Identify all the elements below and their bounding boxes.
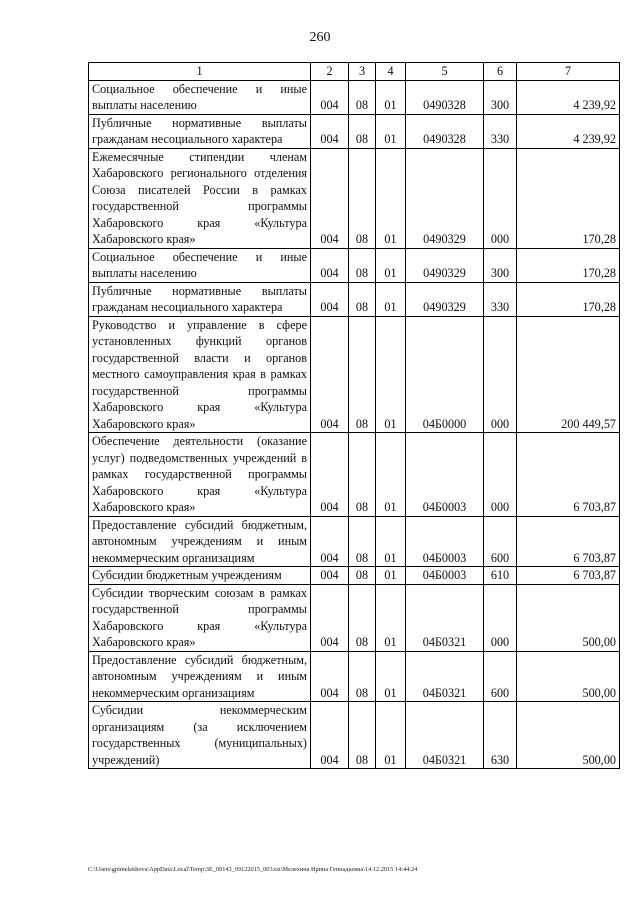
row-amount: 500,00 xyxy=(517,584,620,651)
row-code-c6: 630 xyxy=(484,702,517,769)
table-row xyxy=(89,316,620,433)
row-code-c4: 01 xyxy=(376,148,406,248)
row-code-c2: 004 xyxy=(311,114,349,148)
row-code-c4: 01 xyxy=(376,651,406,702)
row-code-c5: 0490328 xyxy=(406,80,484,114)
row-code-c4: 01 xyxy=(376,702,406,769)
row-code-c3: 08 xyxy=(349,248,376,282)
row-code-c6: 000 xyxy=(484,148,517,248)
budget-table xyxy=(88,62,620,769)
table-body xyxy=(89,80,620,769)
row-name: Руководство и управление в сфере установленных функций органов государственной власти и органов местного самоуправления края в рамках государственной программы Хабаровского края «Культура Хабаровского края» xyxy=(92,317,307,431)
row-code-c3: 08 xyxy=(349,114,376,148)
header-col-1: 1 xyxy=(89,63,311,81)
row-code-c5: 04Б0321 xyxy=(406,651,484,702)
header-col-3: 3 xyxy=(349,63,376,81)
row-name: Социальное обеспечение и иные выплаты населению xyxy=(92,249,307,280)
row-code-c5: 04Б0000 xyxy=(406,316,484,433)
row-code-c2: 004 xyxy=(311,433,349,517)
row-code-c5: 04Б0003 xyxy=(406,433,484,517)
row-code-c5: 0490329 xyxy=(406,248,484,282)
row-code-c4: 01 xyxy=(376,316,406,433)
row-code-c5: 0490329 xyxy=(406,148,484,248)
row-code-c5: 04Б0003 xyxy=(406,516,484,567)
row-amount: 170,28 xyxy=(517,248,620,282)
row-code-c2: 004 xyxy=(311,80,349,114)
header-col-4: 4 xyxy=(376,63,406,81)
row-name: Субсидии некоммерческим организациям (за исключением государственных (муниципальных) учреждений) xyxy=(92,703,307,767)
row-code-c2: 004 xyxy=(311,702,349,769)
row-name-cell xyxy=(89,584,311,651)
table-header-row xyxy=(89,63,620,81)
row-amount: 500,00 xyxy=(517,651,620,702)
row-code-c3: 08 xyxy=(349,148,376,248)
row-name: Социальное обеспечение и иные выплаты населению xyxy=(92,81,307,112)
row-code-c2: 004 xyxy=(311,248,349,282)
row-code-c5: 0490328 xyxy=(406,114,484,148)
row-code-c2: 004 xyxy=(311,516,349,567)
header-col-7: 7 xyxy=(517,63,620,81)
row-amount: 6 703,87 xyxy=(517,433,620,517)
table-row xyxy=(89,80,620,114)
row-amount: 4 239,92 xyxy=(517,114,620,148)
row-code-c6: 330 xyxy=(484,282,517,316)
row-code-c4: 01 xyxy=(376,584,406,651)
header-col-2: 2 xyxy=(311,63,349,81)
row-code-c6: 000 xyxy=(484,433,517,517)
row-name-cell xyxy=(89,148,311,248)
row-code-c6: 300 xyxy=(484,248,517,282)
row-code-c3: 08 xyxy=(349,433,376,517)
row-name-cell xyxy=(89,702,311,769)
page-number: 260 xyxy=(309,30,331,45)
row-code-c4: 01 xyxy=(376,114,406,148)
row-amount: 4 239,92 xyxy=(517,80,620,114)
row-code-c6: 610 xyxy=(484,567,517,585)
row-code-c3: 08 xyxy=(349,80,376,114)
row-code-c4: 01 xyxy=(376,80,406,114)
row-name-cell xyxy=(89,651,311,702)
row-name-cell xyxy=(89,567,311,585)
row-code-c4: 01 xyxy=(376,282,406,316)
row-amount: 170,28 xyxy=(517,148,620,248)
row-code-c2: 004 xyxy=(311,584,349,651)
row-code-c5: 04Б0003 xyxy=(406,567,484,585)
row-amount: 200 449,57 xyxy=(517,316,620,433)
row-name: Ежемесячные стипендии членам Хабаровского регионального отделения Союза писателей России в рамках государственной программы Хабаровского края «Культура Хабаровского края» xyxy=(92,149,307,246)
row-code-c3: 08 xyxy=(349,651,376,702)
row-code-c6: 300 xyxy=(484,80,517,114)
table-row xyxy=(89,433,620,517)
row-name-cell xyxy=(89,316,311,433)
row-name: Субсидии творческим союзам в рамках государственной программы Хабаровского края «Культура Хабаровского края» xyxy=(92,585,307,649)
row-amount: 170,28 xyxy=(517,282,620,316)
row-code-c2: 004 xyxy=(311,148,349,248)
row-code-c6: 600 xyxy=(484,651,517,702)
row-code-c2: 004 xyxy=(311,282,349,316)
row-code-c2: 004 xyxy=(311,567,349,585)
row-name-cell xyxy=(89,516,311,567)
row-name-cell xyxy=(89,80,311,114)
row-code-c4: 01 xyxy=(376,248,406,282)
row-amount: 500,00 xyxy=(517,702,620,769)
header-col-5: 5 xyxy=(406,63,484,81)
row-code-c3: 08 xyxy=(349,316,376,433)
row-code-c6: 600 xyxy=(484,516,517,567)
table-row xyxy=(89,516,620,567)
table-row xyxy=(89,282,620,316)
table-row xyxy=(89,651,620,702)
row-code-c4: 01 xyxy=(376,433,406,517)
row-name: Публичные нормативные выплаты гражданам несоциального характера xyxy=(92,283,307,314)
row-name-cell xyxy=(89,433,311,517)
row-name: Предоставление субсидий бюджетным, автономным учреждениям и иным некоммерческим организациям xyxy=(92,652,307,700)
row-code-c2: 004 xyxy=(311,316,349,433)
row-code-c3: 08 xyxy=(349,567,376,585)
row-name-cell xyxy=(89,114,311,148)
row-name: Предоставление субсидий бюджетным, автономным учреждениям и иным некоммерческим организациям xyxy=(92,517,307,565)
row-code-c5: 0490329 xyxy=(406,282,484,316)
table-row xyxy=(89,148,620,248)
file-path-footer: C:\Users\gpimelekhova\AppData\Local\Temp\3E_00143_09122015_003.txt\Мелехина Ирина Геннадьевна\14.12.2015 14:44:24 xyxy=(88,866,418,873)
row-name-cell xyxy=(89,248,311,282)
row-name: Обеспечение деятельности (оказание услуг) подведомственных учреждений в рамках государственной программы Хабаровского края «Культура Хабаровского края» xyxy=(92,434,307,514)
row-code-c5: 04Б0321 xyxy=(406,702,484,769)
row-amount: 6 703,87 xyxy=(517,516,620,567)
row-code-c5: 04Б0321 xyxy=(406,584,484,651)
header-col-6: 6 xyxy=(484,63,517,81)
row-name: Субсидии бюджетным учреждениям xyxy=(92,568,282,582)
row-code-c3: 08 xyxy=(349,282,376,316)
row-code-c6: 000 xyxy=(484,584,517,651)
row-code-c3: 08 xyxy=(349,584,376,651)
row-code-c4: 01 xyxy=(376,567,406,585)
table-row xyxy=(89,248,620,282)
table-row xyxy=(89,567,620,585)
row-code-c2: 004 xyxy=(311,651,349,702)
row-code-c4: 01 xyxy=(376,516,406,567)
table-row xyxy=(89,584,620,651)
table-row xyxy=(89,702,620,769)
row-code-c3: 08 xyxy=(349,516,376,567)
row-name: Публичные нормативные выплаты гражданам несоциального характера xyxy=(92,115,307,146)
row-code-c3: 08 xyxy=(349,702,376,769)
row-name-cell xyxy=(89,282,311,316)
row-amount: 6 703,87 xyxy=(517,567,620,585)
row-code-c6: 330 xyxy=(484,114,517,148)
table-row xyxy=(89,114,620,148)
row-code-c6: 000 xyxy=(484,316,517,433)
